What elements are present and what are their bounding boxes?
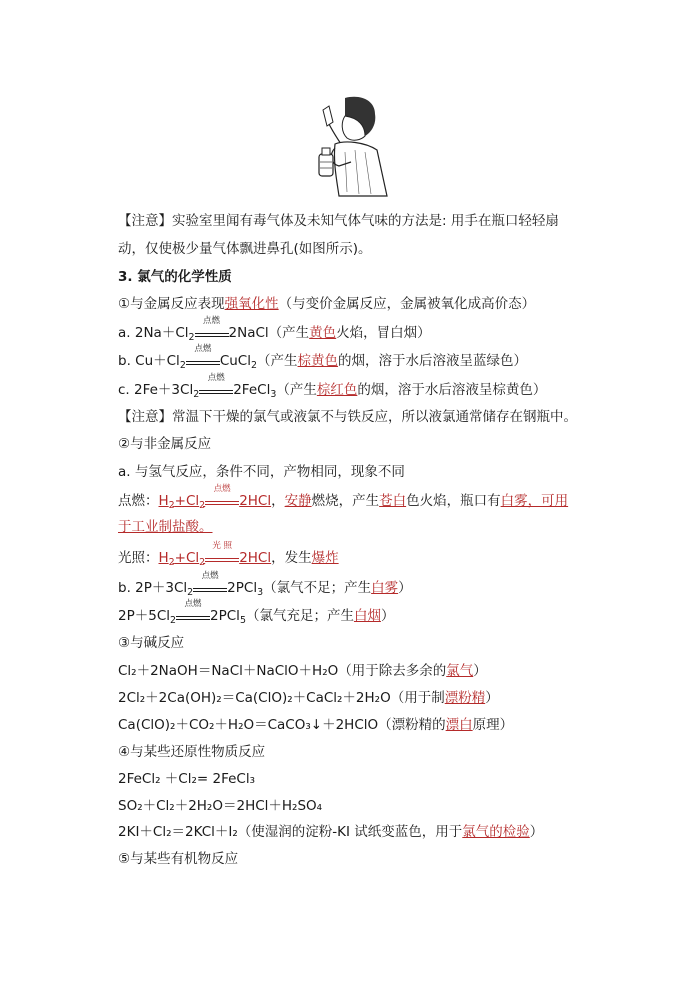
condition-arrow (205, 484, 239, 505)
formula-cl: +Cl (174, 493, 200, 509)
reaction-product: CuCl (219, 353, 251, 369)
text: 色火焰，瓶口有 (406, 493, 501, 509)
reaction-note: （产生 (276, 382, 317, 398)
highlight-term: 黄色 (309, 325, 337, 341)
reducing-reaction-1: 2FeCl₂ ＋Cl₂= 2FeCl₃ (118, 771, 256, 787)
reaction-text: c. 2Fe＋3Cl (118, 382, 194, 398)
highlight-term: 氯气的检验 (462, 824, 530, 840)
reaction-text: b. Cu＋Cl (118, 353, 180, 369)
reaction-note-post: 的烟，溶于水后溶液呈蓝绿色） (338, 353, 528, 369)
metal-reaction-b: b. $Cu+Cl_2$ 点燃 CuCl$_2$（产生棕黄色的烟，溶于水后溶液呈蓝绿色） (118, 344, 528, 371)
condition-label: 点燃 (194, 344, 212, 354)
condition-arrow (199, 373, 233, 394)
reducing-reaction-2: SO₂＋Cl₂＋2H₂O＝2HCl＋H₂SO₄ (118, 798, 323, 814)
metal-reaction-c: c. $2Fe+3Cl_2$ 点燃 2FeCl$_3$（产生棕红色的烟，溶于水后溶液呈棕黄色） (118, 373, 547, 400)
nonmetal-heading: ②与非金属反应 (118, 436, 212, 452)
reaction-note: （产生 (257, 353, 298, 369)
highlight-term: 安静 (284, 493, 312, 509)
highlight-term: 棕黄色 (297, 353, 339, 369)
metal-heading-highlight: 强氧化性 (224, 296, 279, 312)
phosphorus-reaction-1: b. $2P+3Cl_2$ 点燃 2PCl$_3$（氯气不足；产生白雾） (118, 571, 412, 598)
condition-arrow (195, 316, 229, 337)
reaction-product: 2PCl (210, 608, 240, 624)
smelling-gas-illustration (305, 92, 395, 198)
reaction-text: 2Cl₂＋2Ca(OH)₂＝Ca(ClO)₂＋CaCl₂＋2H₂O（用于制 (118, 690, 445, 706)
reaction-note-post: 的烟，溶于水后溶液呈棕黄色） (357, 382, 547, 398)
formula-h: H (158, 550, 169, 566)
reaction-product: 2PCl (227, 580, 258, 596)
highlight-term: 氯气 (446, 663, 474, 679)
condition-label: 点燃 (184, 599, 202, 609)
condition-label: 点燃 (207, 373, 225, 383)
reaction-note-post: ） (485, 690, 499, 706)
punct: ， (271, 493, 285, 509)
highlight-term: 漂白 (445, 717, 473, 733)
reaction-product: 2FeCl (233, 382, 271, 398)
condition-prefix: 点燃： (118, 493, 159, 509)
highlight-term: 苍白 (379, 493, 407, 509)
reaction-note-post: 原理） (472, 717, 514, 733)
formula-product: 2HCl (239, 550, 272, 566)
reaction-note-post: ） (473, 663, 487, 679)
condition-arrow (186, 344, 220, 365)
reaction-note: 火焰，冒白烟） (336, 325, 431, 341)
phosphorus-reaction-2: $2P+5Cl_2$ 点燃 2PCl$_5$（氯气充足；产生白烟） (118, 599, 395, 626)
reaction-product: 2NaCl（产生 (228, 325, 310, 341)
condition-label: 点燃 (213, 484, 231, 494)
reaction-note-post: ） (398, 580, 412, 596)
condition-arrow (193, 571, 227, 592)
ignite-continuation: 于工业制盐酸。 (118, 519, 213, 535)
reaction-text: a. 2Na＋Cl (118, 325, 189, 341)
reducing-heading: ④与某些还原性物质反应 (118, 744, 266, 760)
text: ，发生 (271, 550, 312, 566)
condition-label: 点燃 (201, 571, 219, 581)
condition-arrow (205, 541, 239, 562)
reaction-text: Ca(ClO)₂＋CO₂＋H₂O＝CaCO₃↓＋2HClO（漂粉精的 (118, 717, 446, 733)
reaction-note: （氯气不足；产生 (263, 580, 372, 596)
section-title: 3. 氯气的化学性质 (118, 269, 232, 285)
ignite-reaction (118, 484, 569, 511)
reducing-reaction-3 (118, 823, 543, 841)
note-smell-line2: 动，仅使极少量气体飘进鼻孔(如图所示)。 (118, 241, 372, 257)
text: 燃烧，产生 (311, 493, 380, 509)
reaction-text: Cl₂＋2NaOH＝NaCl＋NaClO＋H₂O（用于除去多余的 (118, 663, 447, 679)
formula-h: H (158, 493, 169, 509)
reaction-note-post: ） (529, 824, 544, 840)
highlight-term: 白烟 (353, 608, 381, 624)
condition-label: 光 照 (212, 541, 233, 551)
hydrogen-heading: a. 与氢气反应，条件不同，产物相同，现象不同 (118, 464, 405, 480)
formula-product: 2HCl (239, 493, 272, 509)
base-reaction-1 (118, 662, 487, 680)
organic-heading: ⑤与某些有机物反应 (118, 851, 239, 867)
metal-heading (118, 295, 535, 313)
base-heading: ③与碱反应 (118, 635, 185, 651)
metal-heading-text-post: （与变价金属反应，金属被氧化成高价态） (278, 296, 536, 312)
base-reaction-3 (118, 716, 513, 734)
reaction-note: （氯气充足；产生 (245, 608, 354, 624)
highlight-term: 白雾 (371, 580, 399, 596)
ignite-equation: $H_2+Cl_2$ 点燃 2HCl (158, 484, 272, 511)
highlight-term: 棕红色 (316, 382, 358, 398)
reaction-text: 2P＋5Cl (118, 608, 170, 624)
condition-arrow (176, 599, 210, 620)
metal-reaction-a: a. $2Na+Cl_2$ 点燃 2NaCl（产生黄色火焰，冒白烟） (118, 316, 431, 343)
condition-label: 点燃 (203, 316, 221, 326)
light-reaction (118, 541, 339, 568)
base-reaction-2 (118, 689, 499, 707)
note-iron: 【注意】常温下干燥的氯气或液氯不与铁反应，所以液氯通常储存在钢瓶中。 (118, 409, 577, 425)
reaction-text: 2KI＋Cl₂＝2KCl＋I₂（使湿润的淀粉-KI 试纸变蓝色，用于 (118, 824, 463, 840)
note-smell-line1: 【注意】实验室里闻有毒气体及未知气体气味的方法是: 用手在瓶口轻轻扇 (118, 213, 559, 229)
reaction-note-post: ） (380, 608, 395, 624)
condition-prefix: 光照： (118, 550, 159, 566)
highlight-term: 爆炸 (311, 550, 339, 566)
metal-heading-text: ①与金属反应表现 (118, 296, 225, 312)
highlight-term: 白雾，可用 (500, 493, 569, 509)
formula-cl: +Cl (174, 550, 200, 566)
highlight-term: 漂粉精 (444, 690, 486, 706)
reaction-text: b. 2P＋3Cl (118, 580, 188, 596)
light-equation: $H_2+Cl_2$ 光 照 2HCl (158, 541, 272, 568)
